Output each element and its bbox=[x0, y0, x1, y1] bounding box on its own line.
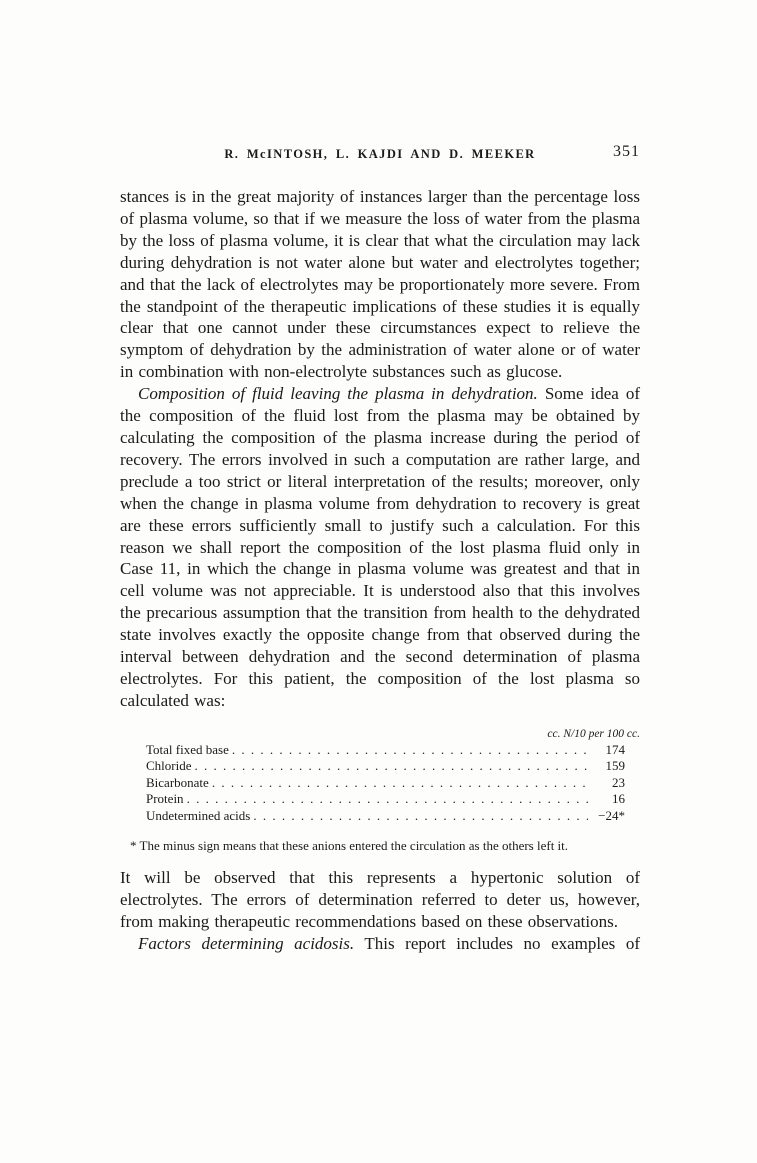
table-footnote: * The minus sign means that these anions entered the circulation as the others left it. bbox=[130, 838, 569, 854]
table-row-label: Total fixed base bbox=[146, 741, 229, 757]
dot-leader bbox=[253, 808, 588, 825]
dot-leader bbox=[232, 742, 588, 759]
table-row bbox=[120, 791, 640, 808]
table-row-value: 23 bbox=[612, 774, 625, 790]
table-row-value: −24* bbox=[598, 807, 625, 823]
table-row bbox=[120, 758, 640, 775]
paragraph-lead-italic: Composition of fluid leaving the plasma in dehydration. bbox=[138, 384, 538, 404]
running-header bbox=[120, 143, 640, 162]
paragraph-body-text: This report includes no examples of bbox=[364, 933, 640, 953]
dot-leader bbox=[187, 791, 588, 808]
table-row-value: 159 bbox=[605, 758, 625, 774]
table-row-value: 16 bbox=[612, 791, 625, 807]
running-header-authors: R. McINTOSH, L. KAJDI AND D. MEEKER bbox=[224, 147, 536, 161]
table-unit-header: cc. N/10 per 100 cc. bbox=[547, 727, 640, 740]
paragraph-continuation: stances is in the great majority of instances larger than the percentage loss of plasma volume, so that if we measure the loss of water from the plasma by the loss of plasma volume, it is clear that what the circulation may lack during dehydration is not water alone but water and electrolytes together; and that the lack of electrolytes may be proportionately more severe. From the standpoint of the therapeutic implications of these studies it is equally clear that one cannot under these circumstances expect to relieve the symptom of dehydration by the administration of water alone or of water in combination with non-electrolyte substances such as glucose. bbox=[120, 187, 640, 382]
table-row-label: Protein bbox=[146, 791, 184, 807]
table-row-label: Undetermined acids bbox=[146, 807, 251, 823]
paragraph-lead-italic: Factors determining acidosis. bbox=[138, 933, 355, 953]
table-row-label: Bicarbonate bbox=[146, 774, 209, 790]
paragraph-factors-acidosis bbox=[120, 933, 640, 955]
page-number: 351 bbox=[613, 143, 640, 160]
composition-table bbox=[120, 727, 640, 825]
paragraph-body-text: Some idea of the composition of the fluid lost from the plasma may be obtained by calculating the composition of the plasma increase during the period of recovery. The errors involved in such a computation are rather large, and preclude a too strict or literal interpretation of the results; moreover, only when the change in plasma volume from dehydration to recovery is great are these errors sufficiently small to justify such a calculation. For this reason we shall report the composition of the lost plasma fluid only in Case 11, in which the change in plasma volume was greatest and that in cell volume was not appreciable. It is understood also that this involves the precarious assumption that the transition from health to the dehydrated state involves exactly the opposite change from that observed during the interval between dehydration and the second determination of plasma electrolytes. For this patient, the composition of the lost plasma so calculated was: bbox=[120, 384, 641, 710]
dot-leader bbox=[212, 775, 588, 792]
paragraph-composition-of-fluid bbox=[120, 383, 640, 712]
dot-leader bbox=[195, 758, 589, 775]
table-row-label: Chloride bbox=[146, 758, 192, 774]
table-row bbox=[120, 742, 640, 759]
table-row bbox=[120, 808, 640, 825]
table-row-value: 174 bbox=[605, 741, 625, 757]
text-column bbox=[120, 143, 641, 955]
paragraph-observation: It will be observed that this represents a hypertonic solution of electrolytes. The errors of determination referred to deter us, however, from making therapeutic recommendations based on these observations. bbox=[120, 868, 640, 932]
table-row bbox=[120, 775, 640, 792]
